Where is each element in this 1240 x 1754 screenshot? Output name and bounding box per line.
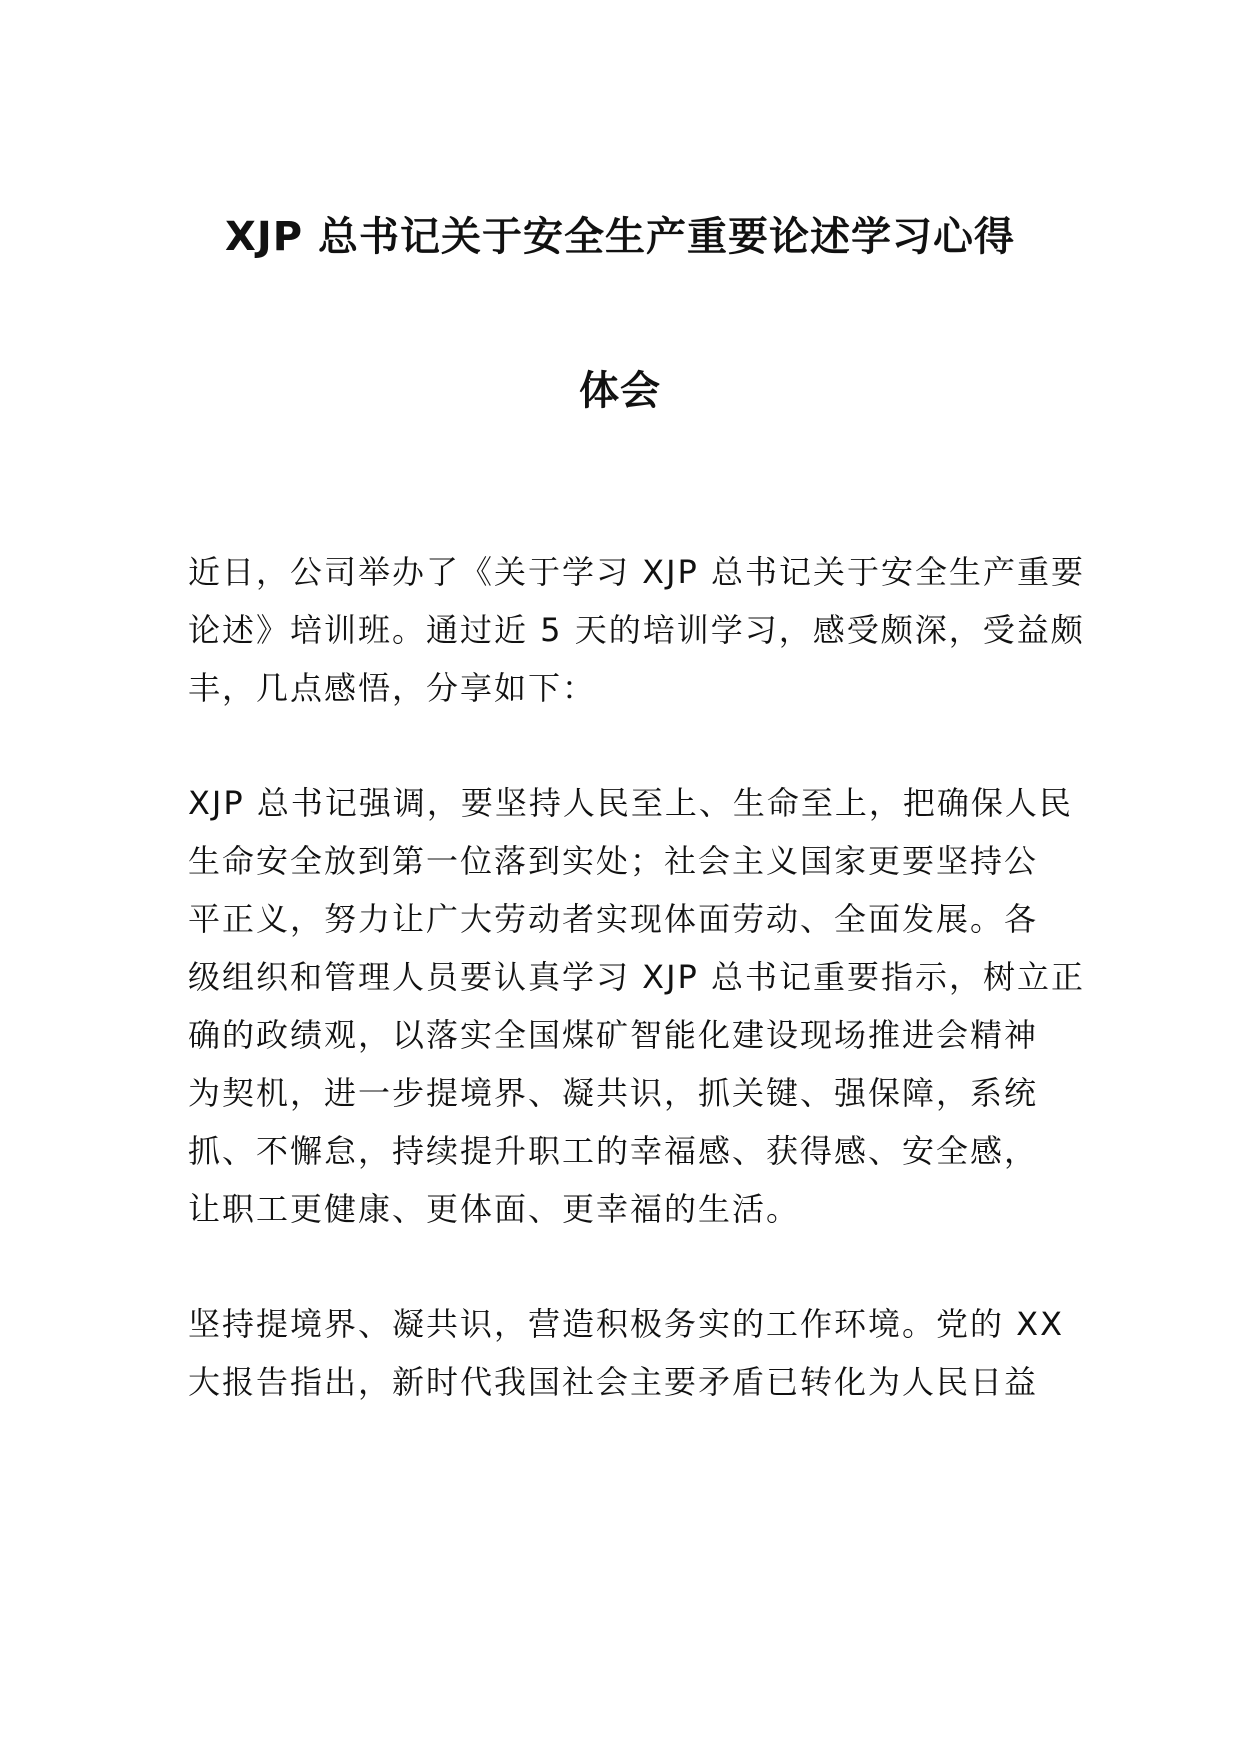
paragraph-2-line-3: 平正义，努力让广大劳动者实现体面劳动、全面发展。各	[188, 900, 1039, 938]
paragraph-2-line-1: XJP 总书记强调，要坚持人民至上、生命至上，把确保人民	[188, 784, 1073, 822]
document-title-line-2: 体会	[579, 368, 661, 414]
paragraph-2-line-6: 为契机，进一步提境界、凝共识，抓关键、强保障，系统	[188, 1074, 1039, 1112]
paragraph-1-line-3: 丰，几点感悟，分享如下：	[188, 669, 597, 707]
paragraph-1-line-1: 近日，公司举办了《关于学习 XJP 总书记关于安全生产重要	[188, 553, 1086, 591]
paragraph-3-line-2: 大报告指出，新时代我国社会主要矛盾已转化为人民日益	[188, 1363, 1039, 1401]
paragraph-3-line-1: 坚持提境界、凝共识，营造积极务实的工作环境。党的 XX	[188, 1305, 1065, 1343]
paragraph-1-line-2: 论述》培训班。通过近 5 天的培训学习，感受颇深，受益颇	[188, 611, 1085, 649]
paragraph-2-line-4: 级组织和管理人员要认真学习 XJP 总书记重要指示，树立正	[188, 958, 1086, 996]
paragraph-2-line-2: 生命安全放到第一位落到实处；社会主义国家更要坚持公	[188, 842, 1039, 880]
paragraph-2-line-8: 让职工更健康、更体面、更幸福的生活。	[188, 1190, 801, 1228]
document-title-line-1: XJP 总书记关于安全生产重要论述学习心得	[225, 214, 1015, 260]
paragraph-2-line-5: 确的政绩观，以落实全国煤矿智能化建设现场推进会精神	[188, 1016, 1039, 1054]
paragraph-2-line-7: 抓、不懈怠，持续提升职工的幸福感、获得感、安全感，	[188, 1132, 1039, 1170]
